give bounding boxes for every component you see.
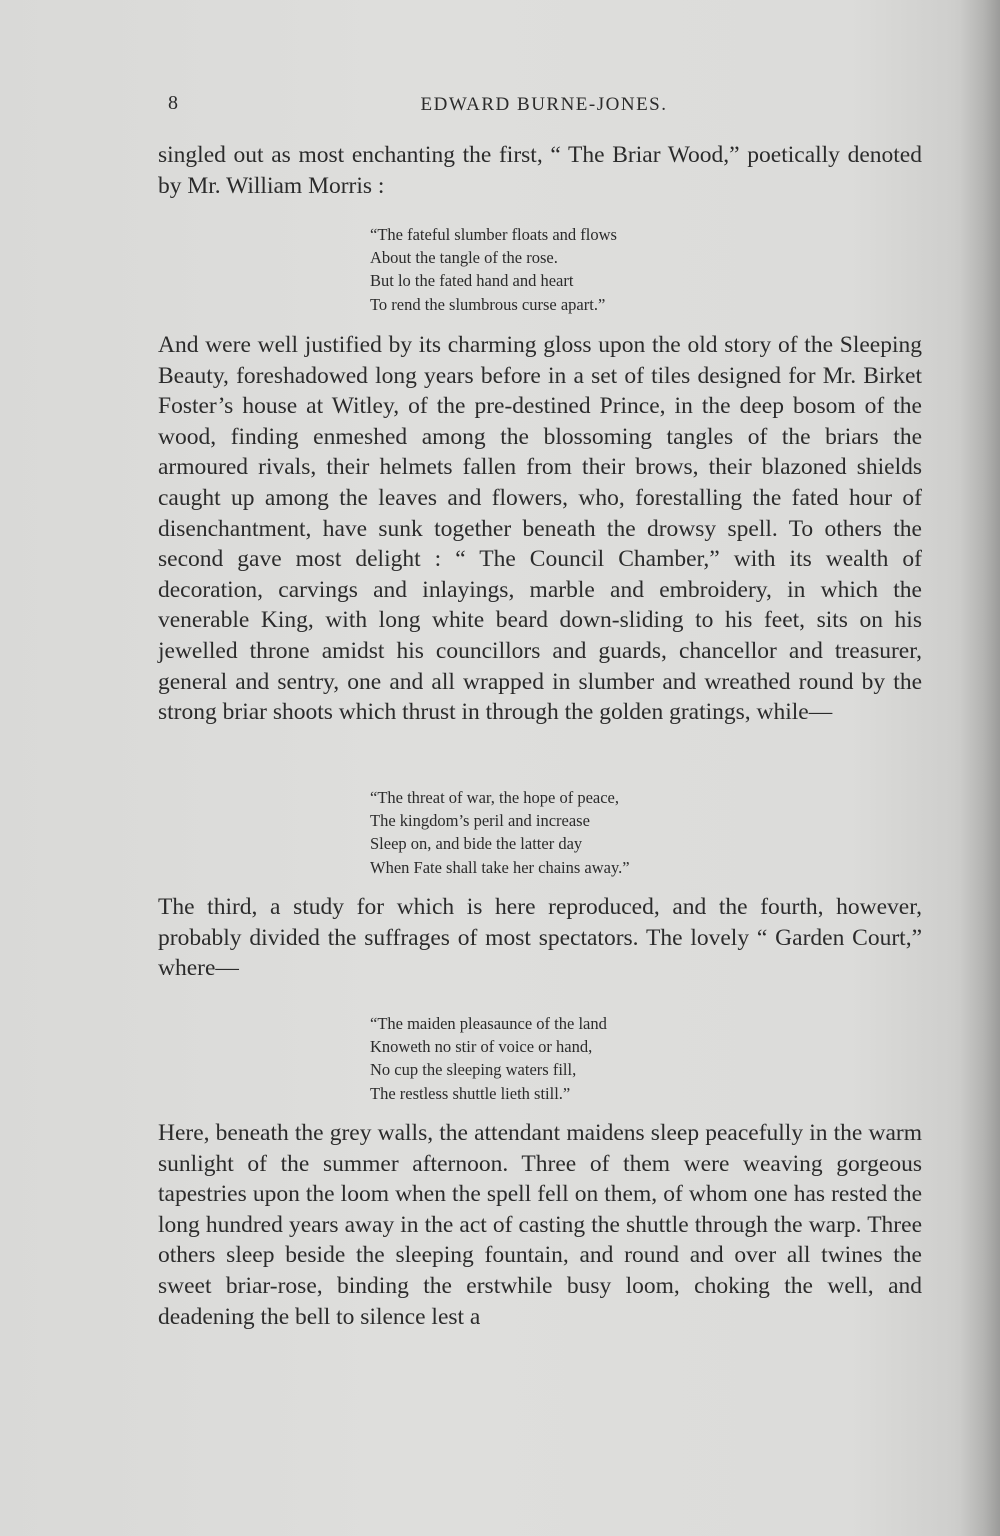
verse-quote-2 — [370, 786, 730, 879]
verse-line: “The threat of war, the hope of peace, — [370, 788, 619, 807]
verse-line: To rend the slumbrous curse apart.” — [370, 294, 606, 314]
verse-line: Sleep on, and bide the latter day — [370, 834, 583, 854]
page-number: 8 — [168, 92, 178, 114]
verse-line: But lo the fated hand and heart — [370, 271, 574, 291]
verse-quote-1 — [370, 223, 730, 316]
verse-line: The kingdom’s peril and increase — [370, 811, 590, 831]
verse-line: About the tangle of the rose. — [370, 248, 558, 268]
running-head: EDWARD BURNE-JONES. — [420, 94, 668, 115]
page-header — [168, 92, 920, 122]
verse-line: “The fateful slumber floats and flows — [370, 225, 617, 244]
page-gutter-shadow — [960, 0, 1000, 1536]
verse-line: “The maiden pleasaunce of the land — [370, 1014, 607, 1033]
verse-line: The restless shuttle lieth still.” — [370, 1083, 571, 1103]
verse-quote-3 — [370, 1012, 730, 1105]
paragraph-4: Here, beneath the grey walls, the attendant maidens sleep peacefully in the warm sunlight of the summer afternoon. Three of them were weaving gorgeous tapestries upon the loom when the spell fell on them, of whom one has rested the long hundred years away in the act of casting the shuttle through the warp. Three others sleep beside the sleeping fountain, and round and over all twines the sweet briar-rose, binding the erstwhile busy loom, choking the well, and deadening the bell to silence lest a — [158, 1120, 922, 1330]
verse-line: Knoweth no stir of voice or hand, — [370, 1037, 593, 1057]
paragraph-2: And were well justified by its charming gloss upon the old story of the Sleeping Beauty, foreshadowed long years before in a set of tiles designed for Mr. Birket Foster’s house at Witley, of the pre-destined Prince, in the deep bosom of the wood, finding enmeshed among the blossoming tangles of the briars the armoured rivals, their helmets fallen from their brows, their blazoned shields caught up among the leaves and flowers, who, forestalling the fated hour of disenchantment, have sunk together beneath the drowsy spell. To others the second gave most delight : “ The Council Chamber,” with its wealth of decoration, carvings and inlayings, marble and embroidery, in which the venerable King, with long white beard down-sliding to his feet, sits on his jewelled throne amidst his councillors and guards, chancellor and treasurer, general and sentry, one and all wrapped in slumber and wreathed round by the strong briar shoots which thrust in through the golden gratings, while— — [158, 332, 922, 726]
verse-line: When Fate shall take her chains away.” — [370, 857, 630, 877]
paragraph-1: singled out as most enchanting the first, “ The Briar Wood,” poetically denoted by Mr. William Morris : — [158, 142, 922, 199]
paragraph-3: The third, a study for which is here reproduced, and the fourth, however, probably divided the suffrages of most spectators. The lovely “ Garden Court,” where— — [158, 894, 922, 982]
verse-line: No cup the sleeping waters fill, — [370, 1060, 577, 1080]
